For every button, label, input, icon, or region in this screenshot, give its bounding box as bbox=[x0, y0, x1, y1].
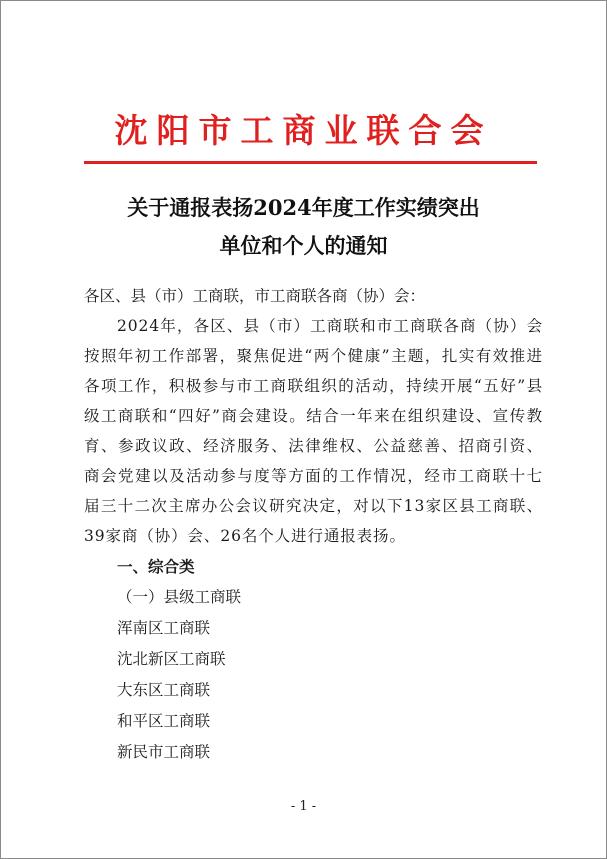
page-number: - 1 - bbox=[290, 799, 317, 814]
subsection-heading-county-federations: （一）县级工商联 bbox=[117, 588, 242, 606]
organization-item: 大东区工商联 bbox=[117, 681, 211, 699]
organization-item: 沈北新区工商联 bbox=[117, 650, 226, 668]
section-heading-comprehensive: 一、综合类 bbox=[117, 557, 195, 576]
organization-item: 浑南区工商联 bbox=[117, 619, 211, 637]
document-body bbox=[84, 281, 543, 768]
salutation: 各区、县（市）工商联，市工商联各商（协）会： bbox=[84, 287, 426, 305]
organization-list bbox=[84, 613, 543, 768]
title-line-1: 关于通报表扬2024年度工作实绩突出 bbox=[127, 195, 480, 220]
organization-item: 新民市工商联 bbox=[117, 743, 211, 761]
title-line-2: 单位和个人的通知 bbox=[219, 233, 388, 258]
letterhead-org-name: 沈阳市工商业联合会 bbox=[114, 111, 493, 150]
letterhead-red-rule bbox=[84, 161, 537, 164]
document-title bbox=[1, 189, 606, 265]
body-paragraph-1: 2024年，各区、县（市）工商联和市工商联各商（协）会按照年初工作部署，聚焦促进“两个健康”主题，扎实有效推进各项工作，积极参与市工商联组织的活动，持续开展“五好”县级工商联和“四好”商会建设。结合一年来在组织建设、宣传教育、参政议政、经济服务、法律维权、公益慈善、招商引资、商会党建以及活动参与度等方面的工作情况，经市工商联十七届三十二次主席办公会议研究决定，对以下13家区县工商联、39家商（协）会、26名个人进行通报表扬。 bbox=[84, 317, 543, 545]
organization-item: 和平区工商联 bbox=[117, 712, 211, 730]
